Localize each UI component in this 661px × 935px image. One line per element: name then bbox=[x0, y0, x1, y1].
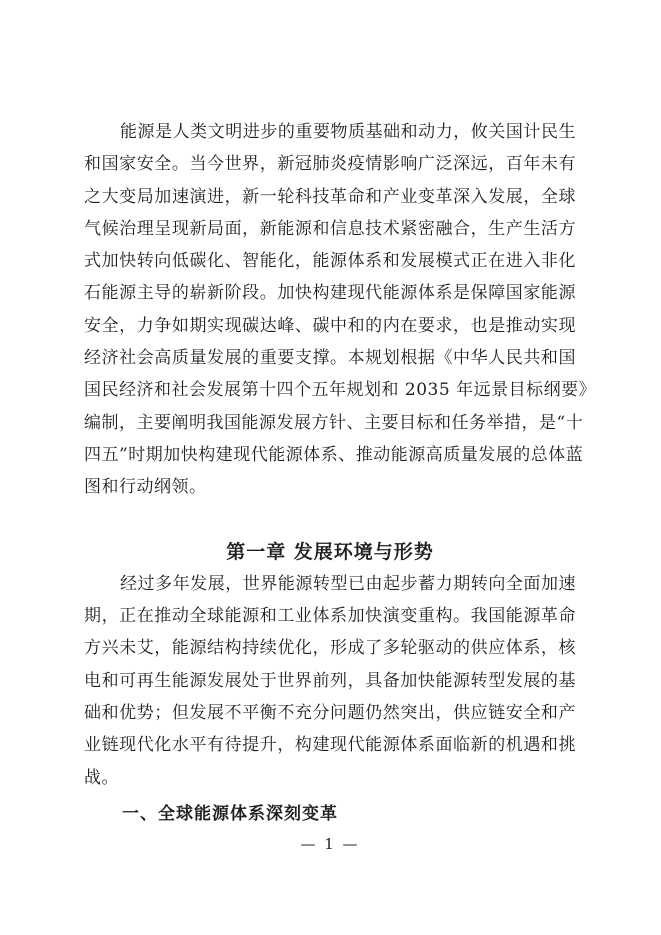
text-line: 气候治理呈现新局面，新能源和信息技术紧密融合，生产生活方 bbox=[84, 218, 576, 239]
text-line: 能源是人类文明进步的重要物质基础和动力，攸关国计民生 bbox=[120, 122, 576, 142]
text-line: 和国家安全。当今世界，新冠肺炎疫情影响广泛深远，百年未有 bbox=[84, 154, 576, 175]
page-number: — 1 — bbox=[300, 835, 360, 854]
text-line: 方兴未艾，能源结构持续优化，形成了多轮驱动的供应体系，核 bbox=[84, 638, 576, 659]
text-line: 图和行动纲领。 bbox=[84, 477, 207, 498]
text-line: 之大变局加速演进，新一轮科技革命和产业变革深入发展，全球 bbox=[84, 186, 576, 207]
section1-heading: 一、全球能源体系深刻变革 bbox=[122, 803, 338, 824]
text-line: 经过多年发展，世界能源转型已由起步蓄力期转向全面加速 bbox=[120, 573, 576, 594]
text-line: 础和优势；但发展不平衡不充分问题仍然突出，供应链安全和产 bbox=[84, 703, 576, 724]
text-line: 战。 bbox=[84, 767, 119, 788]
chapter-heading: 第一章 发展环境与形势 bbox=[226, 540, 434, 563]
text-line: 四五”时期加快构建现代能源体系、推动能源高质量发展的总体蓝 bbox=[84, 444, 584, 465]
text-line: 编制，主要阐明我国能源发展方针、主要目标和任务举措，是“十 bbox=[84, 412, 584, 433]
document-content bbox=[84, 116, 597, 854]
intro-paragraph bbox=[84, 116, 597, 504]
text-line: 式加快转向低碳化、智能化，能源体系和发展模式正在进入非化 bbox=[84, 251, 576, 272]
text-line: 电和可再生能源发展处于世界前列，具备加快能源转型发展的基 bbox=[84, 670, 576, 691]
text-line: 安全，力争如期实现碳达峰、碳中和的内在要求，也是推动实现 bbox=[84, 315, 576, 336]
text-line: 石能源主导的崭新阶段。加快构建现代能源体系是保障国家能源 bbox=[84, 283, 576, 304]
text-line: 经济社会高质量发展的重要支撑。本规划根据《中华人民共和国 bbox=[84, 348, 576, 369]
text-line: 业链现代化水平有待提升，构建现代能源体系面临新的机遇和挑 bbox=[84, 735, 576, 756]
text-line: 国民经济和社会发展第十四个五年规划和 2035 年远景目标纲要》 bbox=[84, 380, 597, 401]
text-line: 期，正在推动全球能源和工业体系加快演变重构。我国能源革命 bbox=[84, 606, 576, 627]
chapter1-paragraph bbox=[84, 568, 576, 794]
